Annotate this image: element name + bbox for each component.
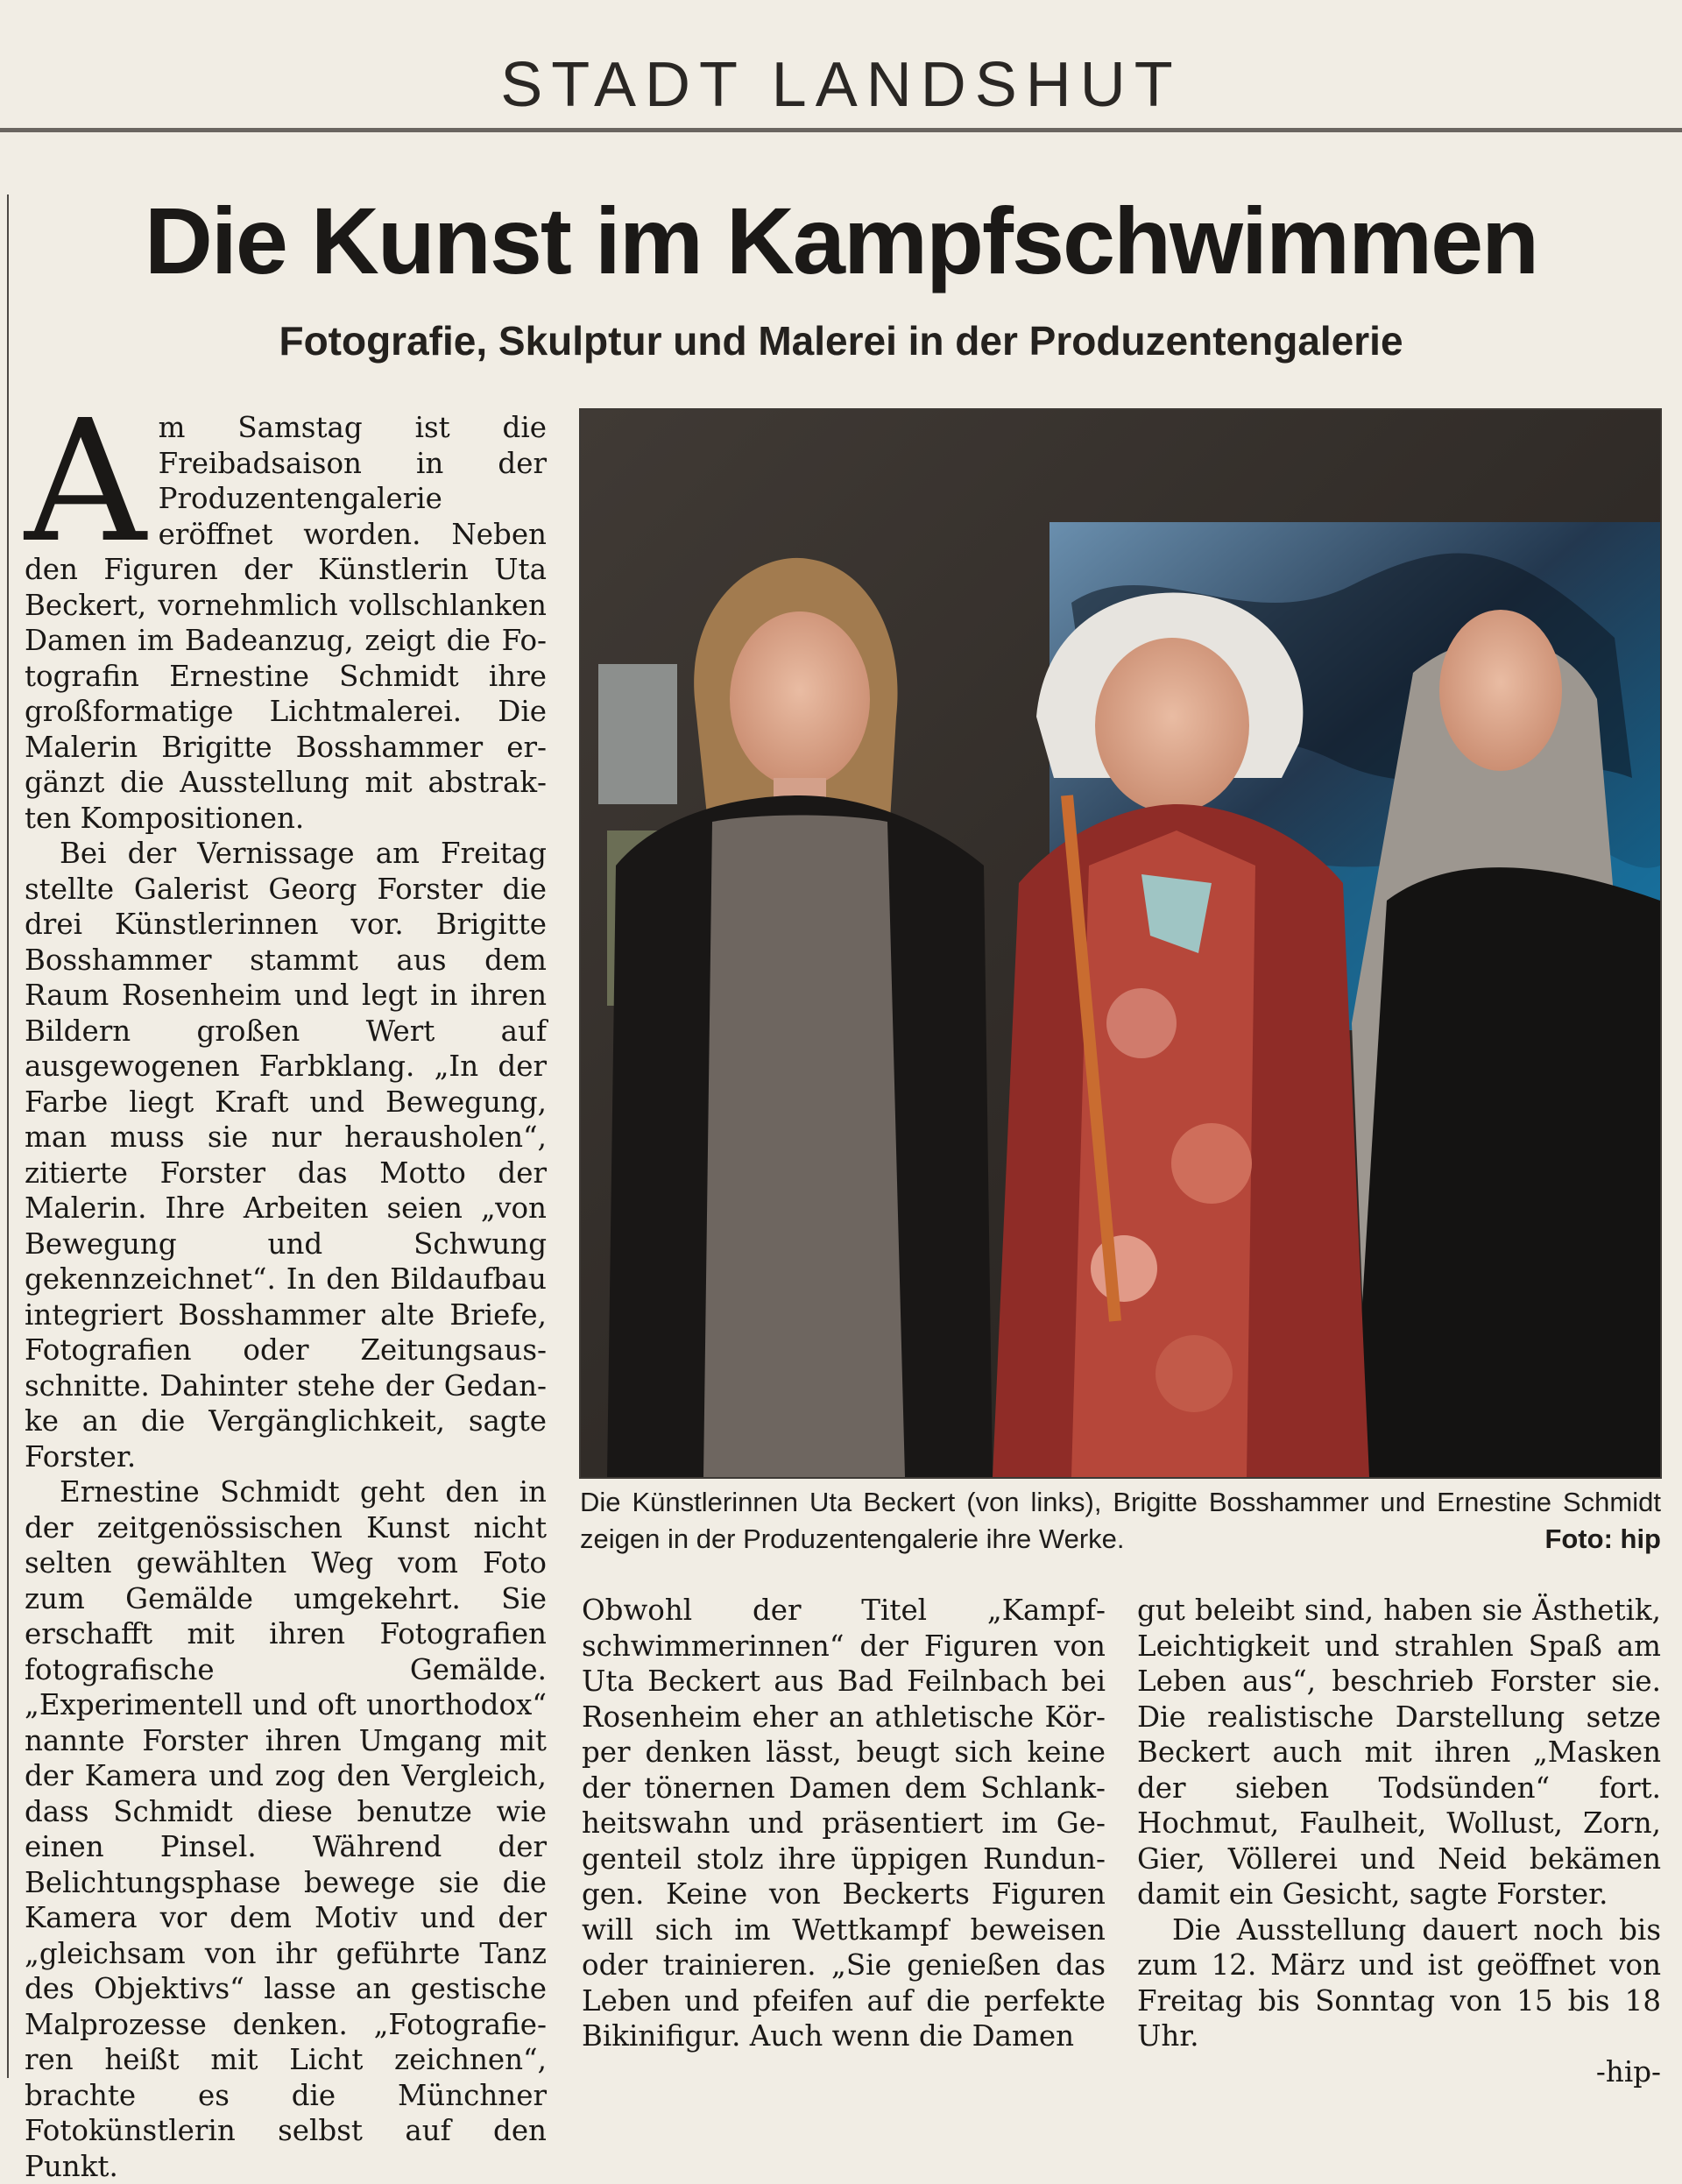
- section-header: STADT LANDSHUT: [500, 50, 1182, 120]
- caption-text: Die Künstlerinnen Uta Beckert (von links), Brigitte Bosshammer und Ernestine Schmidt zeigen in der Produzentengalerie ihre Werke.: [580, 1487, 1661, 1554]
- photo-credit: Foto: hip: [1544, 1523, 1661, 1554]
- article-column-1: [25, 385, 547, 2184]
- paragraph: [25, 385, 547, 836]
- artists-photo-illustration: [581, 410, 1660, 1477]
- paragraph: Bei der Vernissage am Freitag stellte Galerist Georg Forster die drei Künstlerinnen vor. Brigitte Bosshammer stammt aus dem Raum Rosenheim und legt in ihren Bildern großen Wert auf ausgewogenen Farbklang. „In der Farbe liegt Kraft und Bewegung, man muss sie nur herausholen“, zitierte Forster das Motto der Malerin. Ihre Arbeiten seien „von Bewegung und Schwung gekennzeichnet“. In den Bildaufbau integriert Bosshammer alte Briefe, Fotografien oder Zeitungsausschnitte. Dahinter stehe der Gedanke an die Vergänglichkeit, sagte Forster.: [25, 837, 547, 1474]
- header-rule: [0, 128, 1682, 132]
- paragraph: gut beleibt sind, haben sie Ästhetik, Leichtigkeit und strahlen Spaß am Leben aus“, beschrieb Forster sie. Die realistische Darstellung setze Beckert auch mit ihren „Masken der sieben Todsünden“ fort. Hochmut, Faulheit, Wollust, Zorn, Gier, Völlerei und Neid bekämen damit ein Gesicht, sagte Forster.: [1137, 1594, 1661, 1911]
- author-signature: -hip-: [1595, 2054, 1661, 2089]
- drop-cap: A: [25, 385, 146, 580]
- headline: Die Kunst im Kampfschwimmen: [144, 187, 1538, 293]
- paragraph: Ernestine Schmidt geht den in der zeitgenössischen Kunst nicht selten gewählten Weg vom Foto zum Gemälde umgekehrt. Sie erschafft mit ihren Fotografien fotografische Gemälde. „Experimentell und oft unorthodox“ nannte Forster ihren Umgang mit der Kamera und zog den Vergleich, dass Schmidt diese benutze wie einen Pinsel. Während der Belichtungsphase bewege sie die Kamera vor dem Motiv und der „gleichsam von ihr geführte Tanz des Objektivs“ lasse an gestische Malprozesse denken. „Fotografieren heißt mit Licht zeichnen“, brachte es die Münchner Fotokünstlerin selbst auf den Punkt.: [25, 1475, 547, 2183]
- paragraph: Obwohl der Titel „Kampfschwimmerinnen“ der Figuren von Uta Beckert aus Bad Feilnbach bei Rosenheim eher an athletische Körper denken lässt, beugt sich keine der tönernen Damen dem Schlankheitswahn und präsentiert im Gegenteil stolz ihre üppigen Rundungen. Keine von Beckerts Figuren will sich im Wettkampf beweisen oder trainieren. „Sie genießen das Leben und pfeifen auf die perfekte Bikinifigur. Auch wenn die Damen: [582, 1594, 1106, 2053]
- article-photo: [579, 408, 1662, 1479]
- paragraph: Die Ausstellung dauert noch bis zum 12. März und ist geöffnet von Freitag bis Sonntag von 15 bis 18 Uhr.: [1137, 1912, 1661, 2053]
- small-artwork: [598, 664, 677, 804]
- column-rule: [7, 194, 9, 2078]
- article-column-3: [1137, 1593, 1661, 2089]
- photo-caption: [580, 1484, 1661, 1558]
- subheadline: Fotografie, Skulptur und Malerei in der Produzentengalerie: [279, 318, 1403, 364]
- article-column-2: [582, 1593, 1106, 2054]
- paragraph-text: m Samstag ist die Freibadsaison in der Produzentengalerie eröffnet worden. Neben den Figuren der Künstlerin Uta Beckert, vornehmlich vollschlanken Damen im Badeanzug, zeigt die Fotografin Ernestine Schmidt ihre großformatige Lichtmalerei. Die Malerin Brigitte Bosshammer ergänzt die Ausstellung mit abstrakten Kompositionen.: [25, 411, 547, 835]
